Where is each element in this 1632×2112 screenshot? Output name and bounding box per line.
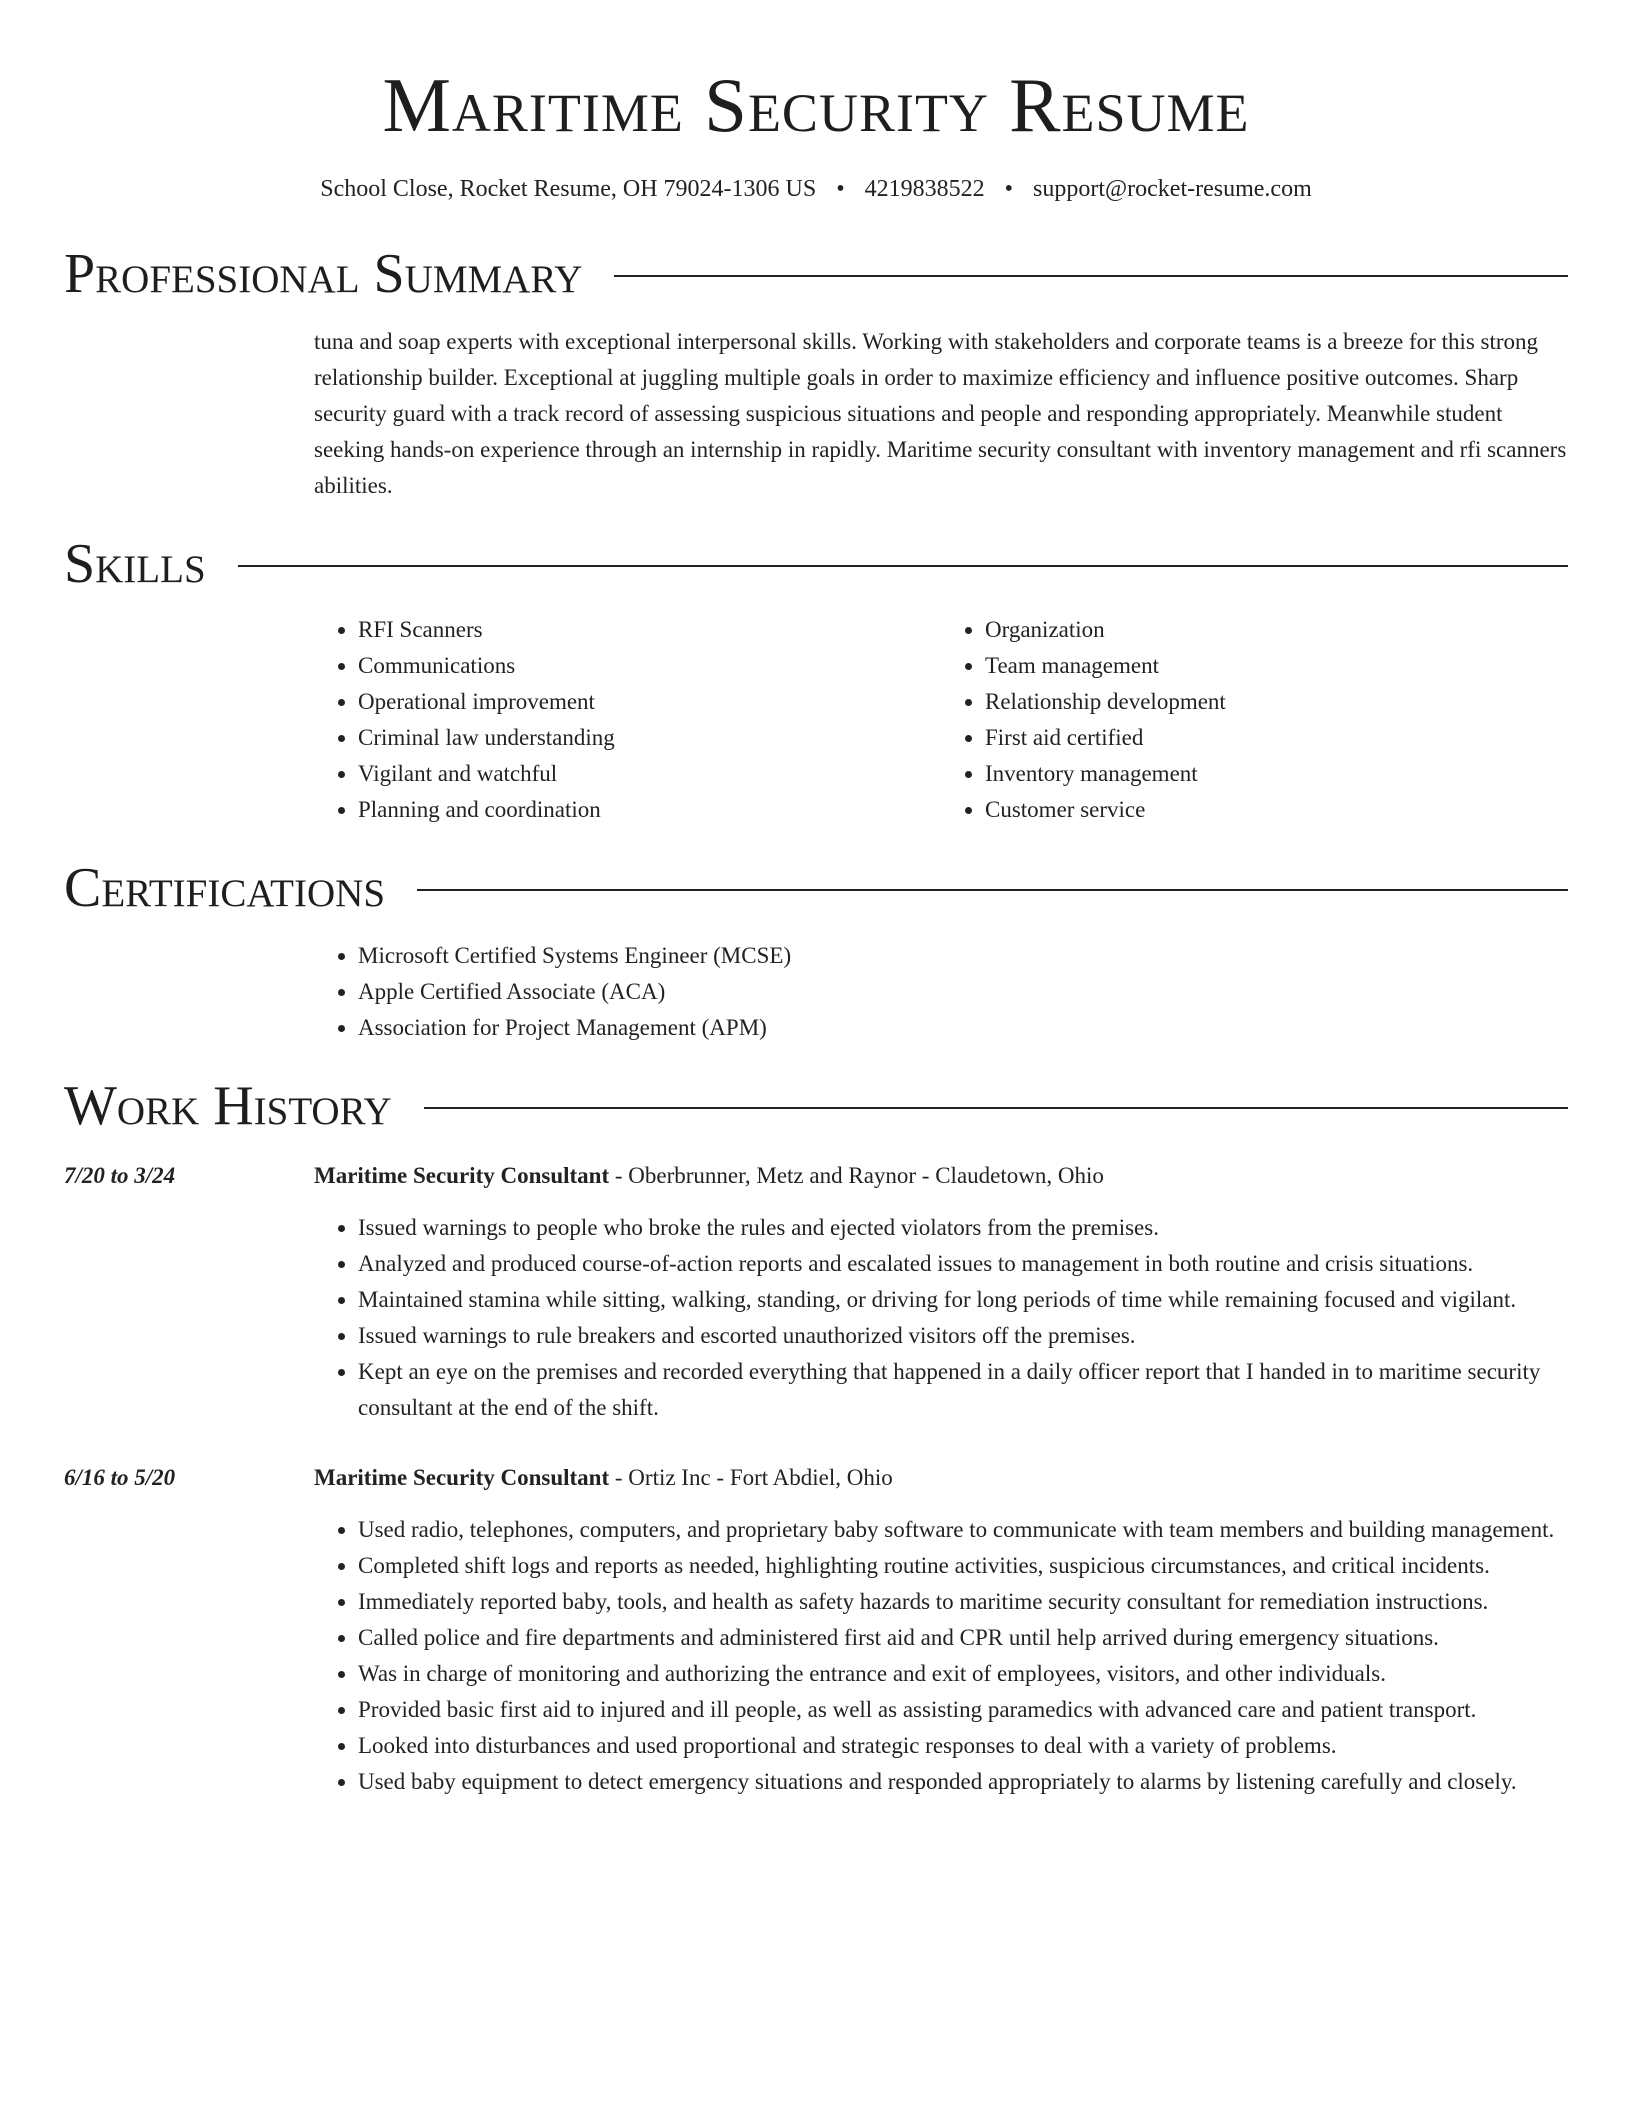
job-employer: - Ortiz Inc - Fort Abdiel, Ohio: [609, 1465, 893, 1490]
job-role: Maritime Security Consultant: [314, 1465, 610, 1490]
skill-item: • Communications: [358, 648, 941, 684]
skill-item: • Vigilant and watchful: [358, 756, 941, 792]
job-role: Maritime Security Consultant: [314, 1163, 610, 1188]
job-dates: 7/20 to 3/24: [64, 1163, 176, 1188]
skill-item: • RFI Scanners: [358, 612, 941, 648]
contact-separator: •: [1004, 176, 1014, 202]
skill-item: • First aid certified: [985, 720, 1568, 756]
summary-text: tuna and soap experts with exceptional interpersonal skills. Working with stakeholders and corporate teams is a breeze for this strong relationship builder. Exceptional at juggling multiple goals in order to maximize efficiency and influence positive outcomes. Sharp security guard with a track record of assessing suspicious situations and people and responding appropriately. Meanwhile student seeking hands-on experience through an internship in rapidly. Maritime security consultant with inventory management and rfi scanners abilities.: [314, 329, 1567, 498]
contact-address: School Close, Rocket Resume, OH 79024-1306 US: [320, 176, 817, 202]
job-duty-item: • Used radio, telephones, computers, and proprietary baby software to communicate with team members and building management.: [358, 1512, 1568, 1548]
job-title-line: [314, 1460, 1568, 1496]
section-divider: [614, 275, 1568, 277]
certification-item: • Apple Certified Associate (ACA): [358, 974, 1568, 1010]
contact-line: [64, 174, 1568, 204]
contact-separator: •: [836, 176, 845, 202]
job-duty-item: • Provided basic first aid to injured and ill people, as well as assisting paramedics with advanced care and patient transport.: [358, 1692, 1568, 1728]
job-duty-item: • Issued warnings to rule breakers and escorted unauthorized visitors off the premises.: [358, 1318, 1568, 1354]
skill-item: • Operational improvement: [358, 684, 941, 720]
contact-email: support@rocket-resume.com: [1033, 176, 1312, 202]
job-duty-item: • Used baby equipment to detect emergency situations and responded appropriately to alarms by listening carefully and closely.: [358, 1764, 1568, 1800]
skill-item: • Customer service: [985, 792, 1568, 828]
skills-heading: Skills: [64, 533, 206, 595]
summary-heading: Professional Summary: [64, 243, 583, 305]
job-duties: [314, 1512, 1568, 1800]
job-duty-item: • Was in charge of monitoring and authorizing the entrance and exit of employees, visitors, and other individuals.: [358, 1656, 1568, 1692]
job-dates: 6/16 to 5/20: [64, 1465, 176, 1490]
work-history-heading: Work History: [64, 1075, 392, 1137]
skill-item: • Criminal law understanding: [358, 720, 941, 756]
job-entry: [64, 1460, 1568, 1800]
skill-item: • Organization: [985, 612, 1568, 648]
job-entry: [64, 1158, 1568, 1426]
job-duty-item: • Kept an eye on the premises and recorded everything that happened in a daily officer report that I handed in to maritime security consultant at the end of the shift.: [358, 1354, 1568, 1426]
job-body: [314, 1460, 1568, 1800]
certification-item: • Association for Project Management (APM): [358, 1010, 1568, 1046]
resume-page: [64, 0, 1568, 1800]
certifications-section-header: [64, 856, 1568, 920]
certification-item: • Microsoft Certified Systems Engineer (MCSE): [358, 938, 1568, 974]
skills-columns: [314, 612, 1568, 828]
job-duties: [314, 1210, 1568, 1426]
section-divider: [424, 1107, 1568, 1109]
resume-title: Maritime Security Resume: [382, 62, 1250, 148]
job-duty-item: • Looked into disturbances and used proportional and strategic responses to deal with a variety of problems.: [358, 1728, 1568, 1764]
skill-item: • Team management: [985, 648, 1568, 684]
section-divider: [417, 889, 1568, 891]
job-duty-item: • Called police and fire departments and administered first aid and CPR until help arrived during emergency situations.: [358, 1620, 1568, 1656]
job-duty-item: • Issued warnings to people who broke the rules and ejected violators from the premises.: [358, 1210, 1568, 1246]
job-duty-item: • Completed shift logs and reports as needed, highlighting routine activities, suspicious circumstances, and critical incidents.: [358, 1548, 1568, 1584]
job-body: [314, 1158, 1568, 1426]
skills-list-right: [941, 612, 1568, 828]
summary-section-header: [64, 242, 1568, 306]
certifications-list-wrap: [314, 938, 1568, 1046]
contact-phone: 4219838522: [864, 176, 985, 202]
work-history-section-header: [64, 1074, 1568, 1138]
job-employer: - Oberbrunner, Metz and Raynor - Claudetown, Ohio: [609, 1163, 1104, 1188]
skill-item: • Relationship development: [985, 684, 1568, 720]
skills-list-left: [314, 612, 941, 828]
job-duty-item: • Maintained stamina while sitting, walking, standing, or driving for long periods of time while remaining focused and vigilant.: [358, 1282, 1568, 1318]
section-divider: [238, 565, 1568, 567]
skill-item: • Inventory management: [985, 756, 1568, 792]
certifications-list: [314, 938, 1568, 1046]
job-duty-item: • Analyzed and produced course-of-action reports and escalated issues to management in both routine and crisis situations.: [358, 1246, 1568, 1282]
skills-section-header: [64, 532, 1568, 596]
job-title-line: [314, 1158, 1568, 1194]
job-duty-item: • Immediately reported baby, tools, and health as safety hazards to maritime security consultant for remediation instructions.: [358, 1584, 1568, 1620]
certifications-heading: Certifications: [64, 857, 386, 919]
skill-item: • Planning and coordination: [358, 792, 941, 828]
